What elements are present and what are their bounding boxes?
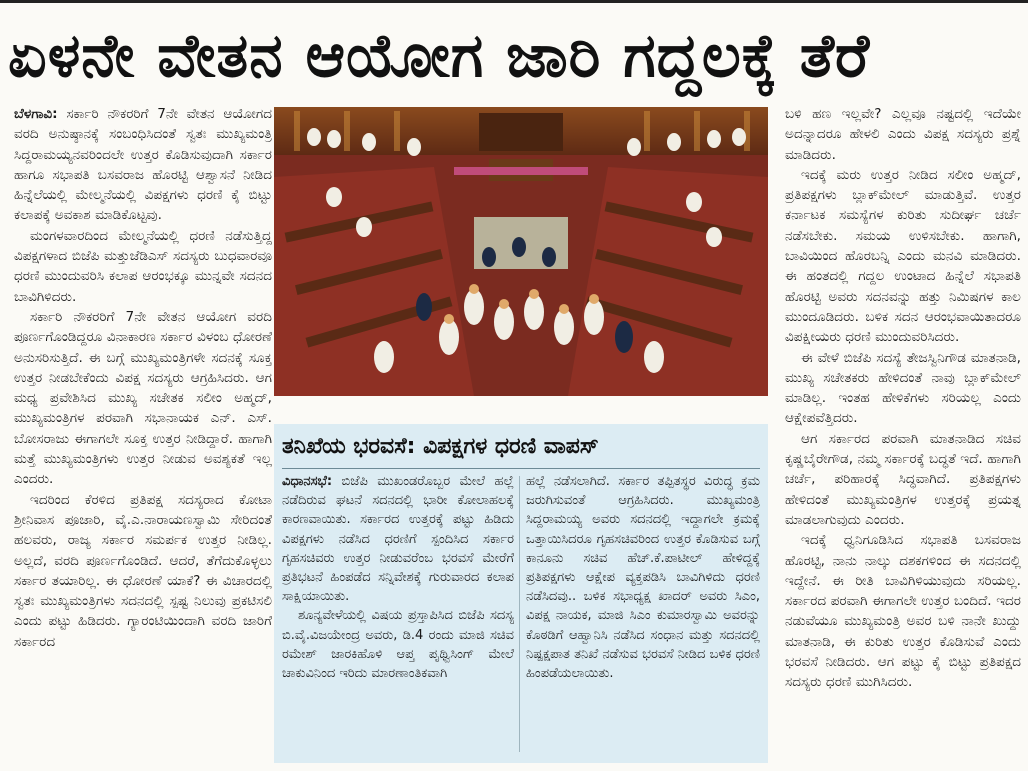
dateline: ಬೆಳಗಾವಿ: [14,106,58,122]
article-paragraph: ಈ ವೇಳೆ ಬಿಜೆಪಿ ಸದಸ್ಯೆ ತೇಜಸ್ವಿನಿಗೌಡ ಮಾತನಾಡಿ, ಮುಖ್ಯ ಸಚೇತಕರು ಹೇಳಿದಂತೆ ನಾವು ಬ್ಲಾಕ್‌ಮೇಲ್ ಮಾಡಿಲ್ಲ. ಇಂತಹ ಹೇಳಿಕೆಗಳು ಸರಿಯಲ್ಲ ಎಂದು ಆಕ್ಷೇಪವೆತ್ತಿದರು. [785,349,1021,427]
article-paragraph: ಸರ್ಕಾರಿ ನೌಕರರಿಗೆ 7ನೇ ವೇತನ ಆಯೋಗ ವರದಿ ಪೂರ್ಣಗೊಂಡಿದ್ದರೂ ವಿನಾಕಾರಣ ಸರ್ಕಾರ ವಿಳಂಬ ಧೋರಣೆ ಅನುಸರಿಸುತ್ತಿದೆ. ಈ ಬಗ್ಗೆ ಮುಖ್ಯಮಂತ್ರಿಗಳೇ ಸದನಕ್ಕೆ ಸೂಕ್ತ ಉತ್ತರ ನೀಡಬೇಕೆಂದು ವಿಪಕ್ಷ ಸದಸ್ಯರು ಆಗ್ರಹಿಸಿದರು. ಆಗ ಮಧ್ಯ ಪ್ರವೇಶಿಸಿದ ಮುಖ್ಯ ಸಚೇತಕ ಸಲೀಂ ಅಹ್ಮದ್, ಮುಖ್ಯಮಂತ್ರಿಗಳ ಪರವಾಗಿ ಸಭಾನಾಯಕ ಎನ್. ಎಸ್. ಬೋಸರಾಜು ಈಗಾಗಲೇ ಸೂಕ್ತ ಉತ್ತರ ನೀಡಿದ್ದಾರೆ. ಹಾಗಾಗಿ ಮತ್ತೆ ಮುಖ್ಯಮಂತ್ರಿಗಳು ಉತ್ತರ ನೀಡುವ ಅವಶ್ಯಕತೆ ಇಲ್ಲ ಎಂದರು. [14,308,272,488]
sidebar-paragraph [282,472,514,606]
article-paragraph: ಆಗ ಸರ್ಕಾರದ ಪರವಾಗಿ ಮಾತನಾಡಿದ ಸಚಿವ ಕೃಷ್ಣಬೈರೇಗೌಡ, ನಮ್ಮ ಸರ್ಕಾರಕ್ಕೆ ಬದ್ಧತೆ ಇದೆ. ಹಾಗಾಗಿ ಚರ್ಚೆ, ಪರಿಹಾರಕ್ಕೆ ಸಿದ್ಧವಾಗಿದೆ. ಪ್ರತಿಪಕ್ಷಗಳು ಹೇಳಿದಂತೆ ಮುಖ್ಯಮಂತ್ರಿಗಳ ಉತ್ತರಕ್ಕೆ ಪ್ರಯತ್ನ ಮಾಡಲಾಗುವುದು ಎಂದರು. [785,430,1021,528]
article-paragraph: ಮಂಗಳವಾರದಿಂದ ಮೇಲ್ಮನೆಯಲ್ಲಿ ಧರಣಿ ನಡೆಸುತ್ತಿದ್ದ ವಿಪಕ್ಷಗಳಾದ ಬಿಜೆಪಿ ಮತ್ತುಜೆಡಿಎಸ್ ಸದಸ್ಯರು ಬುಧವಾರವೂ ಧರಣಿ ಮುಂದುವರಿಸಿ ಕಲಾಪ ಆರಂಭಕ್ಕೂ ಮುನ್ನವೇ ಸದನದ ಬಾವಿಗಿಳಿದರು. [14,227,272,305]
sidebar-dateline: ವಿಧಾನಸಭೆ: [282,474,333,489]
top-rule [0,0,1028,3]
article-column-1 [14,104,272,768]
assembly-photo [274,107,768,396]
sidebar-paragraph: ಶೂನ್ಯವೇಳೆಯಲ್ಲಿ ವಿಷಯ ಪ್ರಸ್ತಾಪಿಸಿದ ಬಿಜೆಪಿ ಸದಸ್ಯ ಬಿ.ವೈ.ವಿಜಯೇಂದ್ರ ಅವರು, ಡಿ.4 ರಂದು ಮಾಜಿ ಸಚಿವ ರಮೇಶ್ ಜಾರಕಿಹೊಳಿ ಆಪ್ತ ಪೃಥ್ವಿಸಿಂಗ್ ಮೇಲೆ ಚಾಕುವಿನಿಂದ ಇರಿದು ಮಾರಣಾಂತಿಕವಾಗಿ [282,608,514,682]
sidebar-title: ತನಿಖೆಯ ಭರವಸೆ: ವಿಪಕ್ಷಗಳ ಧರಣಿ ವಾಪಸ್ [282,434,599,459]
sidebar-column-divider [519,476,520,752]
paragraph-text: ಸರ್ಕಾರಿ ನೌಕರರಿಗೆ 7ನೇ ವೇತನ ಆಯೋಗದ ವರದಿ ಅನುಷ್ಠಾನಕ್ಕೆ ಸಂಬಂಧಿಸಿದಂತೆ ಸ್ವತಃ ಮುಖ್ಯಮಂತ್ರಿ ಸಿದ್ದರಾಮಯ್ಯನವರಿಂದಲೇ ಉತ್ತರ ಕೊಡಿಸುವುದಾಗಿ ಸರ್ಕಾರ ಹಾಗೂ ಸಭಾಪತಿ ಬಸವರಾಜ ಹೊರಟ್ಟಿ ಆಶ್ವಾಸನೆ ನೀಡಿದ ಹಿನ್ನೆಲೆಯಲ್ಲಿ ಮೇಲ್ಮನೆಯಲ್ಲಿ ವಿಪಕ್ಷಗಳು ಧರಣಿ ಕೈ ಬಿಟ್ಟು ಕಲಾಪಕ್ಕೆ ಅವಕಾಶ ಮಾಡಿಕೊಟ್ಟವು. [14,106,272,224]
sidebar-divider [282,468,760,469]
assembly-photo-image [274,107,768,396]
article-paragraph: ಇದಕ್ಕೆ ಧ್ವನಿಗೂಡಿಸಿದ ಸಭಾಪತಿ ಬಸವರಾಜ ಹೊರಟ್ಟಿ, ನಾನು ನಾಲ್ಕು ದಶಕಗಳಿಂದ ಈ ಸದನದಲ್ಲಿ ಇದ್ದೇನೆ. ಈ ರೀತಿ ಬಾವಿಗಿಳಿಯುವುದು ಸರಿಯಲ್ಲ. ಸರ್ಕಾರದ ಪರವಾಗಿ ಈಗಾಗಲೇ ಉತ್ತರ ಬಂದಿದೆ. ಇದರ ನಡುವೆಯೂ ಮುಖ್ಯಮಂತ್ರಿ ಅವರ ಬಳಿ ನಾನೇ ಖುದ್ದು ಮಾತನಾಡಿ, ಈ ಕುರಿತು ಉತ್ತರ ಕೊಡಿಸುವೆ ಎಂದು ಭರವಸೆ ನೀಡಿದರು. ಆಗ ಪಟ್ಟು ಕೈ ಬಿಟ್ಟು ಪ್ರತಿಪಕ್ಷದ ಸದಸ್ಯರು ಧರಣಿ ಮುಗಿಸಿದರು. [785,532,1021,691]
sidebar-column-2 [526,472,760,758]
page-headline: ಏಳನೇ ವೇತನ ಆಯೋಗ ಜಾರಿ ಗದ್ದಲಕ್ಕೆ ತೆರೆ [8,21,871,91]
sidebar-paragraph: ಹಲ್ಲೆ ನಡೆಸಲಾಗಿದೆ. ಸರ್ಕಾರ ತಪ್ಪಿತಸ್ಥರ ವಿರುದ್ಧ ಕ್ರಮ ಜರುಗಿಸುವಂತೆ ಆಗ್ರಹಿಸಿದರು. ಮುಖ್ಯಮಂತ್ರಿ ಸಿದ್ದರಾಮಯ್ಯ ಅವರು ಸದನದಲ್ಲಿ ಇದ್ದಾಗಲೇ ಕ್ರಮಕ್ಕೆ ಒತ್ತಾಯಿಸಿದರೂ ಗೃಹಸಚಿವರಿಂದ ಉತ್ತರ ಕೊಡಿಸುವ ಬಗ್ಗೆ ಕಾನೂನು ಸಚಿವ ಹೆಚ್.ಕೆ.ಪಾಟೀಲ್ ಹೇಳಿದ್ದಕ್ಕೆ ಪ್ರತಿಪಕ್ಷಗಳು ಆಕ್ಷೇಪ ವ್ಯಕ್ತಪಡಿಸಿ ಬಾವಿಗಿಳಿದು ಧರಣಿ ನಡೆಸಿದವು.. ಬಳಿಕ ಸಭಾಧ್ಯಕ್ಷ ಖಾದರ್ ಅವರು ಸಿಎಂ, ವಿಪಕ್ಷ ನಾಯಕ, ಮಾಜಿ ಸಿಎಂ ಕುಮಾರಸ್ವಾಮಿ ಅವರನ್ನು ಕೊಠಡಿಗೆ ಆಹ್ವಾನಿಸಿ ನಡೆಸಿದ ಸಂಧಾನ ಮತ್ತು ಸದನದಲ್ಲಿ ನಿಷ್ಪಕ್ಷಪಾತ ತನಿಖೆ ನಡೆಸುವ ಭರವಸೆ ನೀಡಿದ ಬಳಿಕ ಧರಣಿ ಹಿಂಪಡೆಯಲಾಯಿತು. [526,474,760,682]
article-paragraph: ಇದಕ್ಕೆ ಮರು ಉತ್ತರ ನೀಡಿದ ಸಲೀಂ ಅಹ್ಮದ್, ಪ್ರತಿಪಕ್ಷಗಳು ಬ್ಲಾಕ್‌ಮೇಲ್ ಮಾಡುತ್ತಿವೆ. ಉತ್ತರ ಕರ್ನಾಟಕ ಸಮಸ್ಯೆಗಳ ಕುರಿತು ಸುದೀರ್ಘ ಚರ್ಚೆ ನಡೆಸಬೇಕು. ಸಮಯ ಉಳಿಸಬೇಕು. ಹಾಗಾಗಿ, ಬಾವಿಯಿಂದ ಹೊರಬನ್ನಿ ಎಂದು ಮನವಿ ಮಾಡಿದರು. ಈ ಹಂತದಲ್ಲಿ ಗದ್ದಲ ಉಂಟಾದ ಹಿನ್ನೆಲೆ ಸಭಾಪತಿ ಹೊರಟ್ಟಿ ಅವರು ಸದನವನ್ನು ಹತ್ತು ನಿಮಿಷಗಳ ಕಾಲ ಮುಂದೂಡಿದರು. ಬಳಿಕ ಸದನ ಆರಂಭವಾಯಿತಾದರೂ ವಿಪಕ್ಷೀಯರು ಧರಣಿ ಮುಂದುವರಿಸಿದರು. [785,166,1021,346]
article-paragraph [14,104,272,226]
article-column-4 [785,104,1021,768]
sidebar-column-1 [282,472,514,758]
article-paragraph: ಬಳಿ ಹಣ ಇಲ್ಲವೇ? ಎಲ್ಲವೂ ನಷ್ಟದಲ್ಲಿ ಇದೆಯೇ ಅದನ್ನಾದರೂ ಹೇಳಲಿ ಎಂದು ವಿಪಕ್ಷ ಸದಸ್ಯರು ಪ್ರಶ್ನೆ ಮಾಡಿದರು. [785,106,1021,163]
paragraph-text: ಬಿಜೆಪಿ ಮುಖಂಡರೊಬ್ಬರ ಮೇಲೆ ಹಲ್ಲೆ ನಡೆದಿರುವ ಘಟನೆ ಸದನದಲ್ಲಿ ಭಾರೀ ಕೋಲಾಹಲಕ್ಕೆ ಕಾರಣವಾಯಿತು. ಸರ್ಕಾರದ ಉತ್ತರಕ್ಕೆ ಪಟ್ಟು ಹಿಡಿದು ವಿಪಕ್ಷಗಳು ನಡೆಸಿದ ಧರಣಿಗೆ ಸ್ಪಂದಿಸಿದ ಸರ್ಕಾರ ಗೃಹಸಚಿವರು ಉತ್ತರ ನೀಡುವರೆಂಬ ಭರವಸೆ ಮೇರೆಗೆ ಪ್ರತಿಭಟನೆ ಹಿಂಪಡೆದ ಸನ್ನಿವೇಶಕ್ಕೆ ಗುರುವಾರದ ಕಲಾಪ ಸಾಕ್ಷಿಯಾಯಿತು. [282,474,514,605]
article-paragraph: ಇದರಿಂದ ಕೆರಳಿದ ಪ್ರತಿಪಕ್ಷ ಸದಸ್ಯರಾದ ಕೋಟಾ ಶ್ರೀನಿವಾಸ ಪೂಜಾರಿ, ವೈ.ಎ.ನಾರಾಯಣಸ್ವಾಮಿ ಸೇರಿದಂತೆ ಹಲವರು, ರಾಜ್ಯ ಸರ್ಕಾರ ಸಮರ್ಪಕ ಉತ್ತರ ನೀಡಿಲ್ಲ. ಅಲ್ಲದೆ, ವರದಿ ಪೂರ್ಣಗೊಂಡಿದೆ. ಆದರೆ, ತೆಗೆದುಕೊಳ್ಳಲು ಸರ್ಕಾರ ತಯಾರಿಲ್ಲ. ಈ ಧೋರಣೆ ಯಾಕೆ? ಈ ವಿಚಾರದಲ್ಲಿ ಸ್ವತಃ ಮುಖ್ಯಮಂತ್ರಿಗಳು ಸದನದಲ್ಲಿ ಸ್ಪಷ್ಟ ನಿಲುವು ಪ್ರಕಟಿಸಲಿ ಎಂದು ಪಟ್ಟು ಹಿಡಿದರು. ಗ್ಯಾರಂಟಿಯಿಂದಾಗಿ ವರದಿ ಜಾರಿಗೆ ಸರ್ಕಾರದ [14,491,272,650]
sidebar-box [274,424,768,763]
